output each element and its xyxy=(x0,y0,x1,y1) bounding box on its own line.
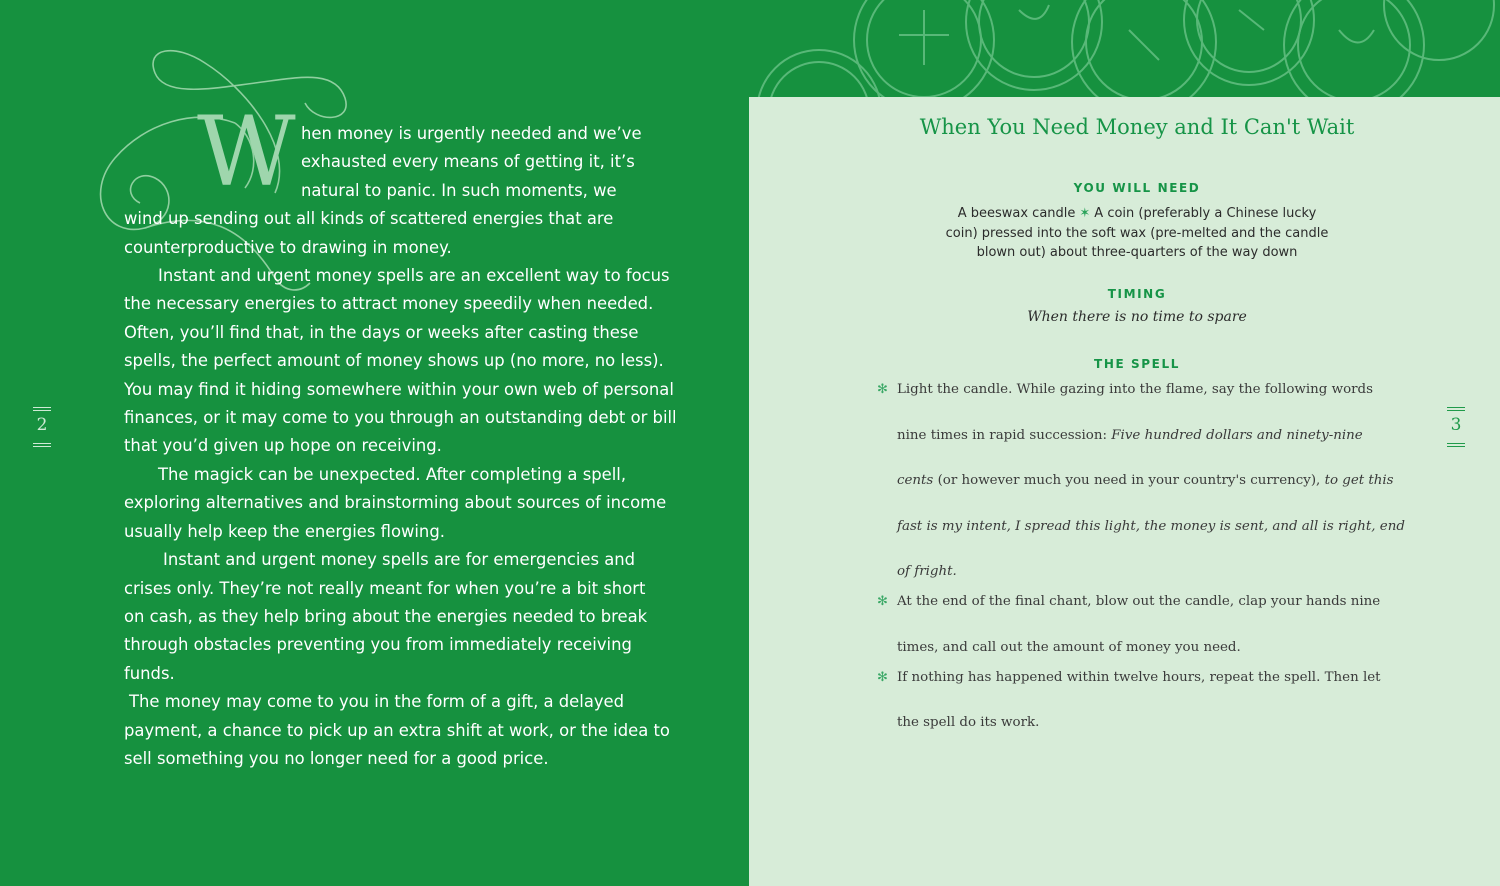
spell-step xyxy=(877,591,1381,659)
step-line xyxy=(897,425,1377,448)
text-line: that you’d given up hope on receiving. xyxy=(124,436,442,456)
text-line: Instant and urgent money spells are for emergencies and xyxy=(163,550,636,570)
body-text xyxy=(124,120,677,773)
text-line: sell something you no longer need for a good price. xyxy=(124,748,549,768)
text-line: The money may come to you in the form of a gift, a delayed xyxy=(129,692,625,712)
page-number-right: 3 xyxy=(1447,405,1465,445)
ingredient-candle: A beeswax candle xyxy=(957,206,1076,221)
drop-cap: W xyxy=(197,96,296,208)
text-line: wind up sending out all kinds of scattered energies that are xyxy=(124,209,614,229)
asterisk-icon: ✻ xyxy=(877,669,888,685)
step-text: (or however much you need in your country's currency), xyxy=(933,473,1325,489)
ingredients-list xyxy=(749,204,1500,263)
spell-heading: THE SPELL xyxy=(1094,357,1180,371)
text-line: hen money is urgently needed and we’ve xyxy=(301,124,642,143)
step-line: If nothing has happened within twelve hours, repeat the spell. Then let xyxy=(897,669,1381,685)
paragraph-2 xyxy=(124,262,677,461)
text-line: counterproductive to drawing in money. xyxy=(124,237,452,257)
paragraph-1 xyxy=(124,120,664,262)
step-line: the spell do its work. xyxy=(897,715,1040,731)
text-line: through obstacles preventing you from immediately receiving xyxy=(124,635,632,655)
text-line: exhausted every means of getting it, it’s xyxy=(301,152,635,172)
text-line: You may find it hiding somewhere within your own web of personal xyxy=(124,379,674,399)
text-line: Often, you’ll find that, in the days or weeks after casting these xyxy=(124,322,639,342)
text-line: natural to panic. In such moments, we xyxy=(301,180,617,200)
spell-step xyxy=(877,379,1405,584)
paragraph-4 xyxy=(124,546,664,688)
step-line: At the end of the final chant, blow out the candle, clap your hands nine xyxy=(897,594,1381,610)
right-page xyxy=(749,0,1500,886)
ingredient-coin-line: coin) pressed into the soft wax (pre-melted and the candle xyxy=(945,225,1329,241)
step-line: Light the candle. While gazing into the flame, say the following words xyxy=(897,382,1373,397)
ingredient-coin-line: blown out) about three-quarters of the way down xyxy=(976,245,1298,260)
ingredient-coin: A coin (preferably a Chinese lucky xyxy=(1094,206,1317,221)
chant-text: fast is my intent, I spread this light, the money is sent, and all is right, end xyxy=(897,518,1405,534)
left-page xyxy=(0,0,749,886)
asterisk-icon: ✻ xyxy=(877,594,888,610)
step-line xyxy=(897,470,1394,493)
chant-text: to get this xyxy=(1324,473,1394,489)
chant-text: Five hundred dollars and ninety-nine xyxy=(1111,427,1363,443)
text-line: The magick can be unexpected. After completing a spell, xyxy=(158,464,627,484)
text-line: exploring alternatives and brainstorming about sources of income xyxy=(124,493,667,513)
step-text: nine times in rapid succession: xyxy=(897,427,1112,443)
page-number-left: 2 xyxy=(33,405,51,445)
recipe-panel xyxy=(749,97,1500,886)
you-will-need-heading: YOU WILL NEED xyxy=(1073,181,1201,195)
spell-title: When You Need Money and It Can't Wait xyxy=(919,115,1355,139)
asterisk-icon: ✻ xyxy=(877,382,888,397)
paragraph-3 xyxy=(124,461,667,546)
chant-text: of fright. xyxy=(897,564,957,580)
text-line: usually help keep the energies flowing. xyxy=(124,521,445,541)
spell-step xyxy=(877,667,1381,735)
text-line: Instant and urgent money spells are an excellent way to focus xyxy=(158,266,670,286)
timing-heading: TIMING xyxy=(1107,287,1167,301)
timing-text: When there is no time to spare xyxy=(1027,309,1247,325)
star-icon: ✶ xyxy=(1079,206,1091,221)
text-line: crises only. They’re not really meant for when you’re a bit short xyxy=(124,578,646,598)
chant-text: cents xyxy=(897,473,934,489)
text-line: payment, a chance to pick up an extra shift at work, or the idea to xyxy=(124,720,670,740)
text-line: on cash, as they help bring about the energies needed to break xyxy=(124,606,648,626)
paragraph-5 xyxy=(124,688,670,773)
spell-steps xyxy=(877,379,1405,742)
step-line: times, and call out the amount of money you need. xyxy=(897,639,1241,655)
text-line: spells, the perfect amount of money shows up (no more, no less). xyxy=(124,351,664,371)
text-line: the necessary energies to attract money speedily when needed. xyxy=(124,294,654,314)
text-line: funds. xyxy=(124,663,175,683)
coins-illustration xyxy=(749,0,1500,97)
text-line: finances, or it may come to you through an outstanding debt or bill xyxy=(124,408,677,428)
